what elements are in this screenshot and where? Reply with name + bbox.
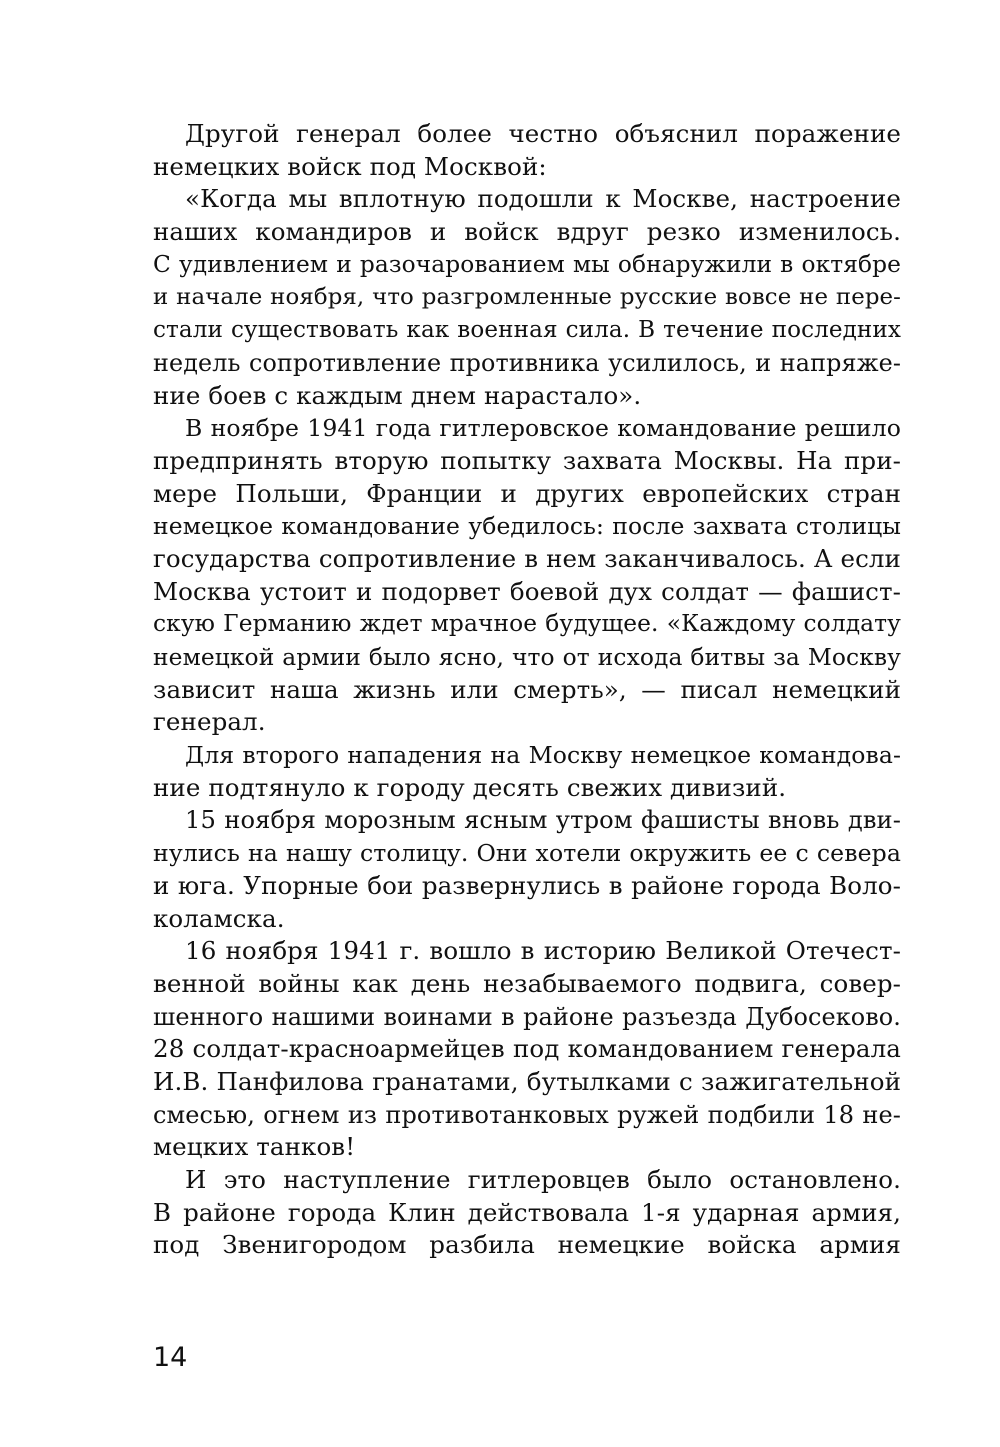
text-line: мере Польши, Франции и других европейских стран: [153, 478, 901, 508]
text-line: ние подтянуло к городу десять свежих дивизий.: [153, 772, 787, 802]
text-line: немецкой армии было ясно, что от исхода битвы за Москву: [153, 643, 901, 671]
text-line: наших командиров и войск вдруг резко изменилось.: [153, 217, 901, 247]
text-line: зависит наша жизнь или смерть», — писал немецкий: [153, 674, 901, 704]
text-line: коламска.: [153, 903, 285, 933]
text-line: смесью, огнем из противотанковых ружей подбили 18 не-: [153, 1100, 901, 1129]
text-line: государства сопротивление в нем заканчивалось. А если: [153, 543, 901, 573]
text-line: мецких танков!: [153, 1132, 356, 1162]
text-line: Москва устоит и подорвет боевой дух солдат — фашист-: [153, 576, 901, 606]
text-line: ние боев с каждым днем нарастало».: [153, 380, 642, 410]
text-line: скую Германию ждет мрачное будущее. «Каждому солдату: [153, 610, 901, 638]
text-line: генерал.: [153, 707, 266, 737]
text-line: Для второго нападения на Москву немецкое командова-: [185, 741, 901, 770]
page-number: 14: [153, 1342, 188, 1373]
text-line: немецких войск под Москвой:: [153, 151, 547, 181]
text-line: В районе города Клин действовала 1-я ударная армия,: [153, 1197, 901, 1227]
text-line: В ноябре 1941 года гитлеровское командование решило: [185, 414, 901, 443]
text-line: Другой генерал более честно объяснил поражение: [185, 119, 901, 148]
text-line: 16 ноября 1941 г. вошло в историю Великой Отечест-: [185, 936, 901, 966]
text-line: нулись на нашу столицу. Они хотели окружить ее с севера: [153, 839, 901, 868]
text-line: немецкое командование убедилось: после захвата столицы: [153, 512, 901, 541]
text-line: С удивлением и разочарованием мы обнаружили в октябре: [153, 250, 901, 278]
text-line: венной войны как день незабываемого подвига, совер-: [153, 968, 901, 998]
body-text: [153, 118, 901, 1262]
text-line: стали существовать как военная сила. В течение последних: [153, 317, 901, 344]
text-line: 28 солдат-красноармейцев под командованием генерала: [153, 1034, 901, 1064]
text-line: недель сопротивление противника усилилось, и напряже-: [153, 348, 901, 377]
text-line: предпринять вторую попытку захвата Москвы. На при-: [153, 445, 901, 475]
text-line: И.В. Панфилова гранатами, бутылками с зажигательной: [153, 1066, 901, 1096]
text-line: «Когда мы вплотную подошли к Москве, настроение: [185, 184, 901, 214]
text-line: и начале ноября, что разгромленные русские вовсе не пере-: [153, 284, 901, 311]
text-line: под Звенигородом разбила немецкие войска армия: [153, 1230, 901, 1260]
text-line: 15 ноября морозным ясным утром фашисты вновь дви-: [185, 806, 901, 835]
text-line: шенного нашими воинами в районе разъезда Дубосеково.: [153, 1002, 901, 1031]
text-line: и юга. Упорные бои развернулись в районе города Воло-: [153, 870, 901, 900]
text-line: И это наступление гитлеровцев было остановлено.: [185, 1165, 901, 1194]
